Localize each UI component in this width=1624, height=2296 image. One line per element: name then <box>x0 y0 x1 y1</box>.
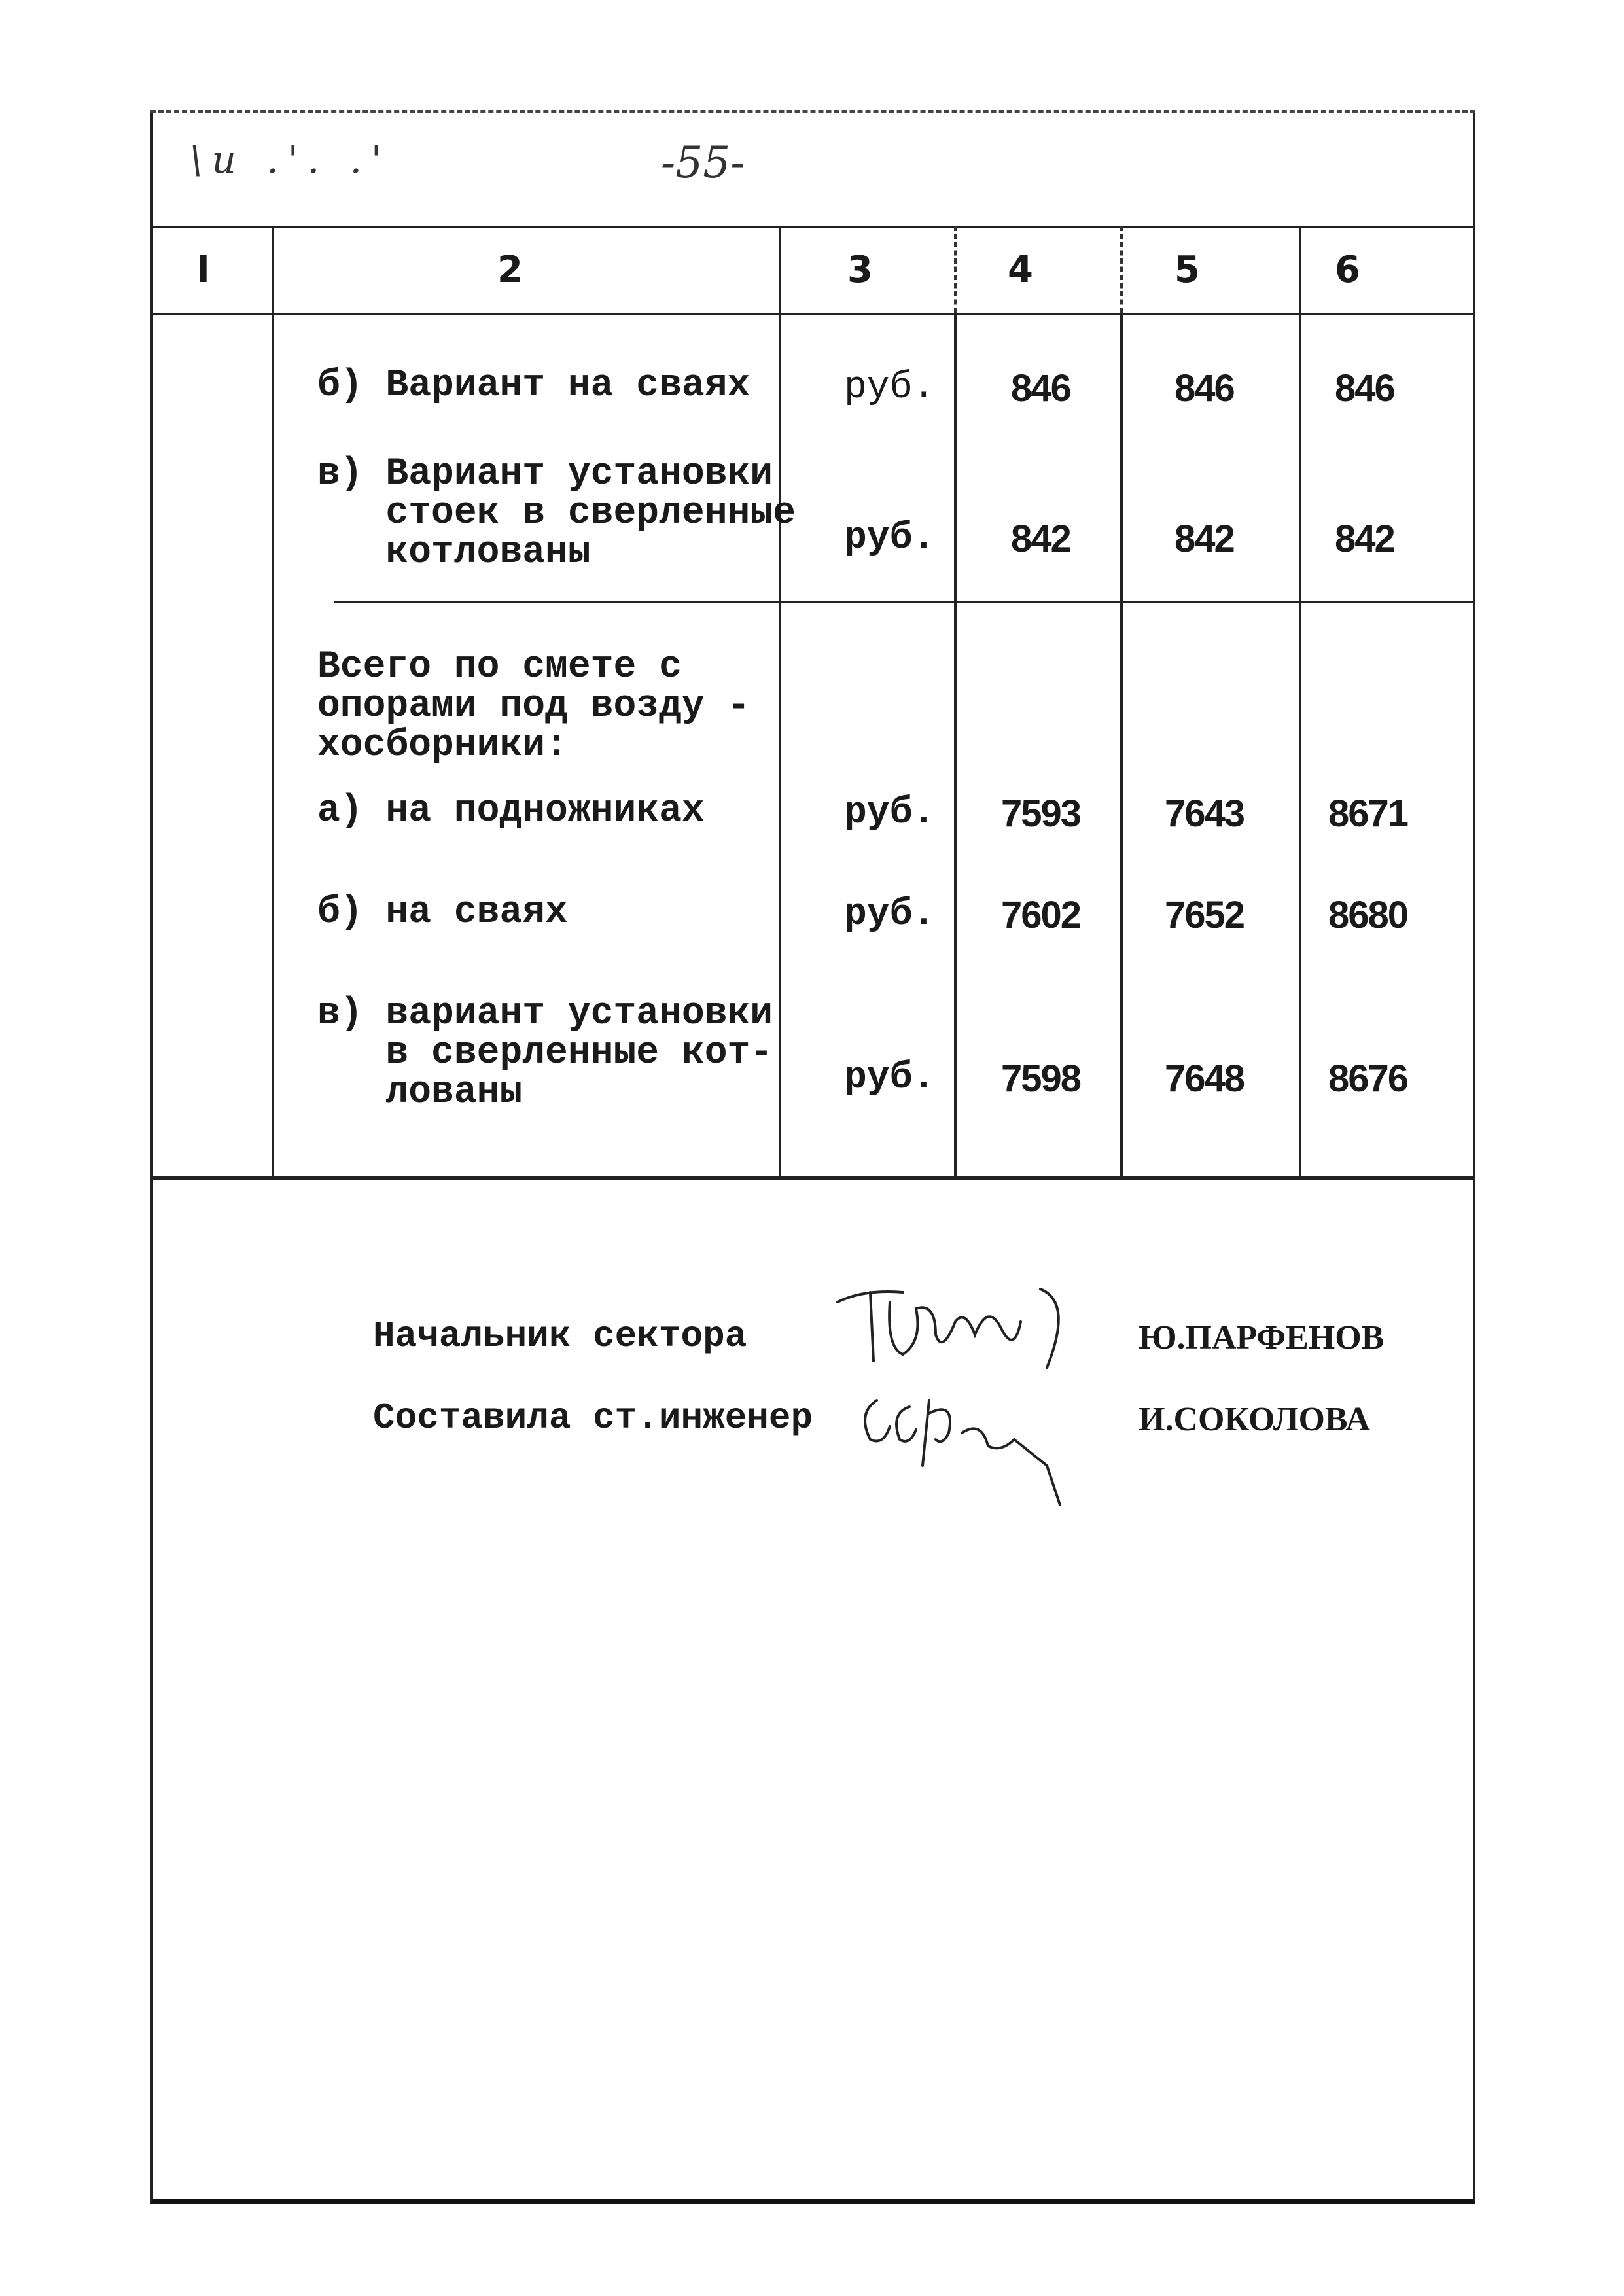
signatory-title: Составила ст.инженер <box>373 1397 813 1439</box>
row-value-col4: 842 <box>1011 518 1070 560</box>
header-bottom-line <box>150 313 1475 315</box>
col-header-2: 2 <box>497 249 523 291</box>
col-divider-4 <box>1120 313 1123 1178</box>
row-label: б) Вариант на сваях <box>317 364 750 407</box>
handwritten-signature-1 <box>824 1263 1086 1374</box>
row-value-col5: 7643 <box>1165 792 1244 835</box>
row-unit: руб. <box>844 792 936 834</box>
row-value-col4: 846 <box>1011 367 1070 410</box>
top-border <box>150 110 1475 113</box>
row-unit: руб. <box>844 366 936 409</box>
row-value-col6: 8671 <box>1328 792 1408 835</box>
row-value-col4: 7598 <box>1001 1057 1081 1100</box>
archive-mark: \u .'. .' <box>190 137 391 182</box>
row-label: в) вариант установки в сверленные кот- лованы <box>317 993 773 1114</box>
row-value-col6: 842 <box>1335 518 1394 560</box>
row-unit: руб. <box>844 893 936 936</box>
row-label: в) Вариант установки стоек в сверленные котлованы <box>317 453 796 574</box>
col-divider-1 <box>272 226 274 1178</box>
col-divider-2 <box>779 226 781 1178</box>
col-header-3: 3 <box>847 249 873 291</box>
row-label: а) на подножниках <box>317 790 705 832</box>
col-header-6: 6 <box>1335 249 1360 291</box>
section-divider <box>334 601 1475 603</box>
row-value-col5: 7652 <box>1165 894 1244 936</box>
handwritten-signature-2 <box>851 1374 1086 1518</box>
row-value-col5: 846 <box>1174 367 1234 410</box>
page-number: -55- <box>661 137 745 188</box>
col-header-5: 5 <box>1174 249 1200 291</box>
col-divider-4-header <box>1120 226 1123 313</box>
col-divider-3-header <box>954 226 957 313</box>
section-heading: Всего по смете с опорами под возду - хосборники: <box>317 646 750 767</box>
row-value-col6: 8676 <box>1328 1057 1408 1100</box>
signatory-name: И.СОКОЛОВА <box>1139 1401 1370 1438</box>
col-divider-3 <box>954 313 957 1178</box>
col-header-4: 4 <box>1008 249 1033 291</box>
signatory-title: Начальник сектора <box>373 1315 747 1357</box>
row-value-col4: 7593 <box>1001 792 1081 835</box>
row-value-col6: 8680 <box>1328 894 1408 936</box>
document-frame <box>150 110 1475 2204</box>
row-value-col4: 7602 <box>1001 894 1081 936</box>
row-value-col5: 842 <box>1174 518 1234 560</box>
row-unit: руб. <box>844 517 936 559</box>
row-unit: руб. <box>844 1057 936 1099</box>
signatory-name: Ю.ПАРФЕНОВ <box>1139 1319 1385 1356</box>
col-divider-5 <box>1299 226 1301 1178</box>
row-value-col6: 846 <box>1335 367 1394 410</box>
col-header-1: I <box>196 249 210 291</box>
row-value-col5: 7648 <box>1165 1057 1244 1100</box>
table-bottom-line <box>150 1176 1475 1180</box>
header-top-line <box>150 226 1475 228</box>
row-label: б) на сваях <box>317 891 568 934</box>
